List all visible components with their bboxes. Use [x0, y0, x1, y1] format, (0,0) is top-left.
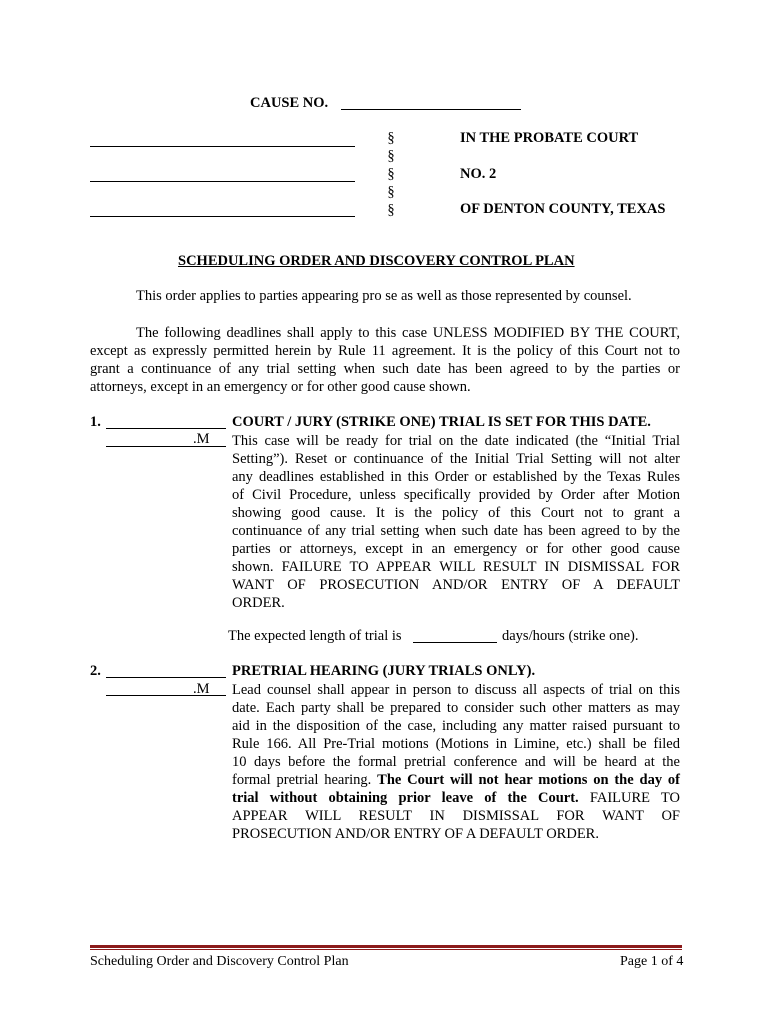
item2-line [232, 789, 680, 807]
item1-time-suffix: .M [193, 431, 210, 447]
section-symbol: § [387, 148, 395, 164]
item1-line: shown. FAILURE TO APPEAR WILL RESULT IN DISMISSAL FOR [232, 559, 680, 575]
item1-line: continuance of any trial setting when such date has been agreed to by the [232, 523, 680, 539]
policy-paragraph [90, 324, 680, 396]
court-name-line3: OF DENTON COUNTY, TEXAS [460, 201, 666, 217]
item2-number: 2. [90, 663, 101, 679]
item2-line: Lead counsel shall appear in person to discuss all aspects of trial on this [232, 682, 680, 698]
party-name-blank-3[interactable] [90, 216, 355, 217]
document-title: SCHEDULING ORDER AND DISCOVERY CONTROL PLAN [178, 253, 575, 269]
item2-line6-bold: The Court will not hear motions on the day of [377, 772, 681, 788]
policy-line: grant a continuance of any trial setting when such date has been agreed to by the parties or [90, 361, 680, 377]
section-symbol: § [387, 130, 395, 146]
item1-line: This case will be ready for trial on the date indicated (the “Initial Trial [232, 433, 680, 449]
court-name-line2: NO. 2 [460, 166, 497, 182]
footer-rule-thin [90, 949, 682, 950]
item1-line: Setting”). Reset or continuance of the Initial Trial Setting will not alter [232, 451, 680, 467]
item1-line: ORDER. [232, 595, 285, 611]
item2-line7-bold: trial without obtaining prior leave of the Court. [232, 790, 579, 806]
party-name-blank-2[interactable] [90, 181, 355, 182]
item1-line: showing good cause. It is the policy of this Court not to grant a [232, 505, 680, 521]
item2-line [232, 771, 680, 789]
policy-line: attorneys, except in an emergency or for other good cause shown. [90, 379, 471, 395]
section-symbol: § [387, 202, 395, 218]
policy-line: The following deadlines shall apply to this case UNLESS MODIFIED BY THE COURT, [136, 325, 680, 341]
item1-line: WANT OF PROSECUTION AND/OR ENTRY OF A DEFAULT [232, 577, 680, 593]
item2-line: date. Each party shall be prepared to consider such other matters as may [232, 700, 680, 716]
cause-no-label: CAUSE NO. [250, 95, 329, 111]
section-symbol: § [387, 166, 395, 182]
cause-no-blank[interactable] [341, 109, 521, 110]
section-symbol: § [387, 184, 395, 200]
trial-length-prefix: The expected length of trial is [228, 628, 402, 644]
item1-line: any deadlines established in this Order or established by the Texas Rules [232, 469, 680, 485]
item1-line: of Civil Procedure, unless specifically provided by Order after Motion [232, 487, 680, 503]
item1-number: 1. [90, 414, 101, 430]
item2-line: APPEAR WILL RESULT IN DISMISSAL FOR WANT OF [232, 808, 680, 824]
page-number: Page 1 of 4 [620, 954, 684, 969]
item2-body [232, 681, 680, 843]
party-name-blank-1[interactable] [90, 146, 355, 147]
item2-line7-rest: FAILURE TO [589, 790, 680, 806]
policy-line: except as expressly permitted herein by Rule 11 agreement. It is the policy of this Court not to [90, 343, 680, 359]
item2-time-suffix: .M [193, 681, 210, 697]
item2-line: 10 days before the formal pretrial conference and will be heard at the [232, 754, 680, 770]
item2-line: aid in the disposition of the case, including any matter raised pursuant to [232, 718, 680, 734]
item1-date-blank[interactable] [106, 428, 226, 429]
item2-line: PROSECUTION AND/OR ENTRY OF A DEFAULT ORDER. [232, 826, 599, 842]
item1-heading: COURT / JURY (STRIKE ONE) TRIAL IS SET FOR THIS DATE. [232, 414, 651, 430]
item2-heading: PRETRIAL HEARING (JURY TRIALS ONLY). [232, 663, 536, 679]
item1-line: parties or attorneys, except in an emergency or for other good cause [232, 541, 680, 557]
item2-line6-a: formal pretrial hearing. [232, 772, 372, 788]
item2-date-blank[interactable] [106, 677, 226, 678]
item2-line: Rule 166. All Pre-Trial motions (Motions in Limine, etc.) shall be filed [232, 736, 680, 752]
trial-length-blank[interactable] [413, 642, 497, 643]
court-name-line1: IN THE PROBATE COURT [460, 130, 639, 146]
footer-title: Scheduling Order and Discovery Control Plan [90, 954, 349, 969]
item1-body [232, 432, 680, 612]
intro-text: This order applies to parties appearing pro se as well as those represented by counsel. [136, 288, 632, 304]
trial-length-suffix: days/hours (strike one). [502, 628, 639, 644]
footer-rule [90, 945, 682, 948]
